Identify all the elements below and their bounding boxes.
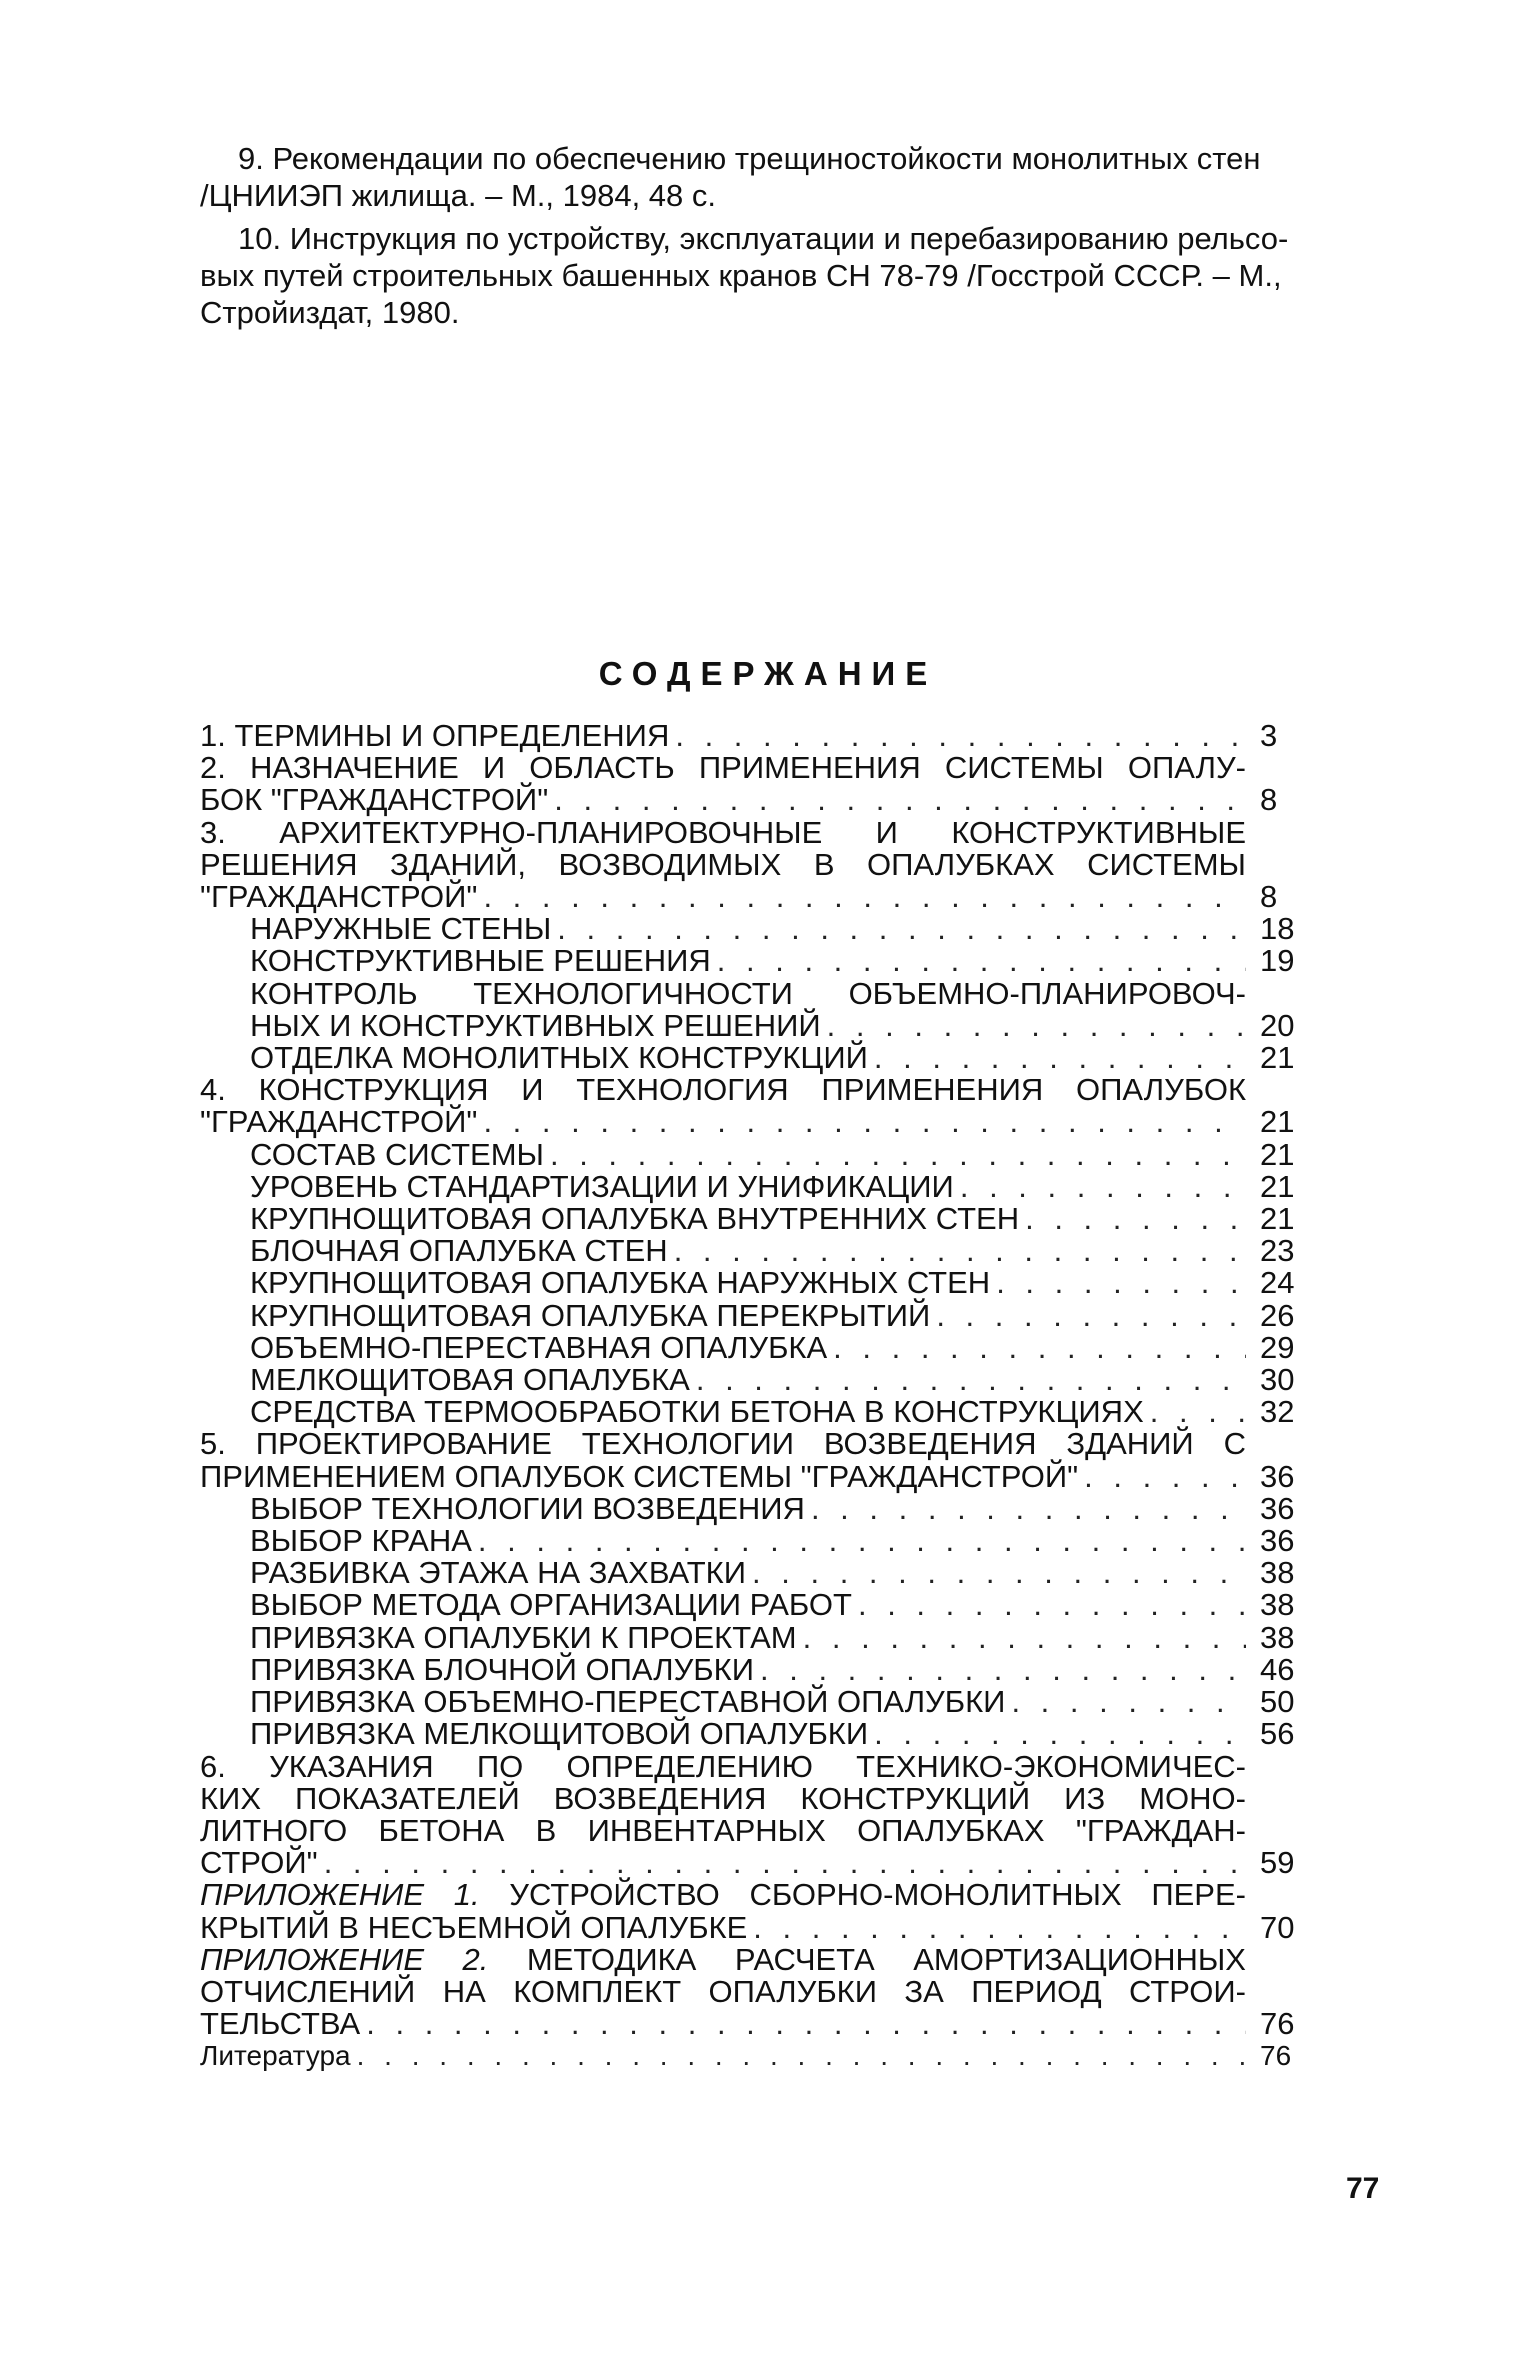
toc-entry[interactable] (200, 913, 1336, 945)
toc-leader-dots (477, 1106, 1246, 1138)
toc-entry-text (200, 1428, 1246, 1492)
toc-entry-text (200, 1718, 1246, 1750)
toc-page-number: 3 (1260, 718, 1278, 753)
toc-page-number: 36 (1260, 1523, 1295, 1559)
toc-entry-line: ВЫБОР КРАНА (250, 1523, 472, 1559)
reference-line: Стройиздат, 1980. (200, 295, 460, 330)
toc-entry-text (200, 1203, 1246, 1235)
toc-entry-line: ВЫБОР МЕТОДА ОРГАНИЗАЦИИ РАБОТ (250, 1587, 852, 1623)
reference-line: /ЦНИИЭП жилища. – М., 1984, 48 с. (200, 178, 717, 213)
toc-entry-text (200, 1525, 1246, 1557)
toc-page-number: 56 (1260, 1716, 1295, 1752)
toc-entry[interactable] (200, 1941, 1336, 2042)
toc-entry-text (200, 1364, 1246, 1396)
toc-entry-line: КИХ ПОКАЗАТЕЛЕЙ ВОЗВЕДЕНИЯ КОНСТРУКЦИЙ ИЗ МОНО- (200, 1780, 1246, 1816)
toc-entry[interactable] (200, 1748, 1336, 1881)
toc-last-line (250, 1267, 1246, 1299)
toc-line (250, 975, 1246, 1011)
toc-leader-dots (990, 1267, 1246, 1299)
toc-entry-line: МЕЛКОЩИТОВАЯ ОПАЛУБКА (250, 1362, 690, 1398)
toc-entry-line: "ГРАЖДАНСТРОЙ" (200, 1104, 478, 1140)
toc-entry-text (200, 1297, 1246, 1333)
toc-entry-line: ПРИВЯЗКА ОБЪЕМНО-ПЕРЕСТАВНОЙ ОПАЛУБКИ (250, 1684, 1006, 1720)
toc-title: СОДЕРЖАНИЕ (598, 655, 938, 692)
toc-entry-text (200, 975, 1246, 1043)
toc-page-number: 38 (1260, 1619, 1295, 1655)
toc-page-number: 38 (1260, 1555, 1295, 1591)
toc-leader-dots (472, 1525, 1246, 1557)
toc-leader-dots (754, 1654, 1246, 1686)
toc-line (200, 1428, 1246, 1460)
toc-entry-line: ОТДЕЛКА МОНОЛИТНЫХ КОНСТРУКЦИЙ (250, 1040, 868, 1076)
toc-entry-line: 4. КОНСТРУКЦИЯ И ТЕХНОЛОГИЯ ПРИМЕНЕНИЯ ОПАЛУБОК (200, 1072, 1246, 1108)
toc-entry[interactable] (200, 1589, 1336, 1621)
toc-entry-line: 5. ПРОЕКТИРОВАНИЕ ТЕХНОЛОГИИ ВОЗВЕДЕНИЯ ЗДАНИЙ С (200, 1426, 1246, 1462)
toc-leader-dots (668, 1235, 1246, 1267)
toc-line (200, 1941, 1246, 1977)
toc-entry-text (200, 1879, 1246, 1943)
toc-leader-dots (868, 1718, 1246, 1750)
toc-leader-dots (669, 720, 1246, 752)
toc-last-line (200, 2008, 1246, 2040)
toc-entry-line: 1. ТЕРМИНЫ И ОПРЕДЕЛЕНИЯ (200, 718, 670, 753)
toc-entry-line: 6. УКАЗАНИЯ ПО ОПРЕДЕЛЕНИЮ ТЕХНИКО-ЭКОНОМИЧЕС- (200, 1748, 1246, 1784)
toc-leader-dots (746, 1557, 1246, 1589)
toc-entry-text (200, 1557, 1246, 1589)
toc-entry-line: КРУПНОЩИТОВАЯ ОПАЛУБКА ВНУТРЕННИХ СТЕН (250, 1201, 1020, 1237)
table-of-contents (200, 720, 1336, 2073)
page-number: 77 (1346, 2172, 1380, 2205)
toc-leader-dots (360, 2008, 1246, 2040)
toc-last-line (250, 1589, 1246, 1621)
toc-leader-dots (551, 913, 1246, 945)
toc-entry-line: ПРИВЯЗКА ОПАЛУБКИ К ПРОЕКТАМ (250, 1619, 797, 1655)
toc-entry-text (200, 1042, 1246, 1074)
toc-last-line (250, 1718, 1246, 1750)
toc-entry-line: ВЫБОР ТЕХНОЛОГИИ ВОЗВЕДЕНИЯ (250, 1490, 805, 1526)
toc-page-number: 30 (1260, 1362, 1295, 1398)
toc-page-number: 21 (1260, 1201, 1295, 1237)
toc-entry-text (200, 1490, 1246, 1526)
toc-entry-line: ОТЧИСЛЕНИЙ НА КОМПЛЕКТ ОПАЛУБКИ ЗА ПЕРИОД СТРОИ- (200, 1973, 1246, 2009)
toc-entry-line: КОНСТРУКТИВНЫЕ РЕШЕНИЯ (250, 943, 711, 979)
toc-entry-text (200, 1074, 1246, 1138)
toc-last-line (250, 1329, 1246, 1365)
toc-leader-dots (544, 1139, 1246, 1171)
toc-last-line (250, 913, 1246, 945)
toc-line (200, 1780, 1246, 1816)
toc-entry-text (200, 945, 1246, 977)
toc-leader-dots (351, 2040, 1246, 2072)
toc-entry-line: НАРУЖНЫЕ СТЕНЫ (250, 911, 552, 947)
toc-entry-text (200, 752, 1246, 816)
toc-last-line (250, 1619, 1246, 1655)
reference-line: вых путей строительных башенных кранов СН 78-79 /Госстрой СССР. – М., (200, 258, 1282, 293)
toc-entry-line: 2. НАЗНАЧЕНИЕ И ОБЛАСТЬ ПРИМЕНЕНИЯ СИСТЕМЫ ОПАЛУ- (200, 750, 1246, 786)
toc-entry-line: УСТРОЙСТВО СБОРНО-МОНОЛИТНЫХ ПЕРЕ- (479, 1877, 1246, 1913)
toc-page-number: 76 (1260, 2040, 1292, 2072)
toc-entry-text (200, 1589, 1246, 1621)
toc-entry-text (200, 913, 1246, 945)
toc-entry[interactable] (200, 975, 1336, 1043)
toc-leader-dots (954, 1171, 1246, 1203)
toc-entry-line: УРОВЕНЬ СТАНДАРТИЗАЦИИ И УНИФИКАЦИИ (250, 1168, 954, 1204)
toc-entry-text (200, 1619, 1246, 1655)
toc-entry[interactable] (200, 1168, 1336, 1204)
toc-entry-line: НЫХ И КОНСТРУКТИВНЫХ РЕШЕНИЙ (250, 1007, 821, 1043)
toc-last-line (250, 1203, 1246, 1235)
toc-entry-line: КРЫТИЙ В НЕСЪЕМНОЙ ОПАЛУБКЕ (200, 1909, 748, 1945)
toc-last-line (250, 1525, 1246, 1557)
toc-entry-text (200, 720, 1246, 752)
toc-last-line (250, 945, 1246, 977)
toc-line (200, 846, 1246, 882)
toc-line (200, 752, 1246, 784)
toc-page-number: 20 (1260, 1007, 1295, 1043)
toc-entry-line: ПРИВЯЗКА МЕЛКОЩИТОВОЙ ОПАЛУБКИ (250, 1716, 869, 1752)
toc-page-number: 32 (1260, 1394, 1295, 1430)
toc-entry-text (200, 2040, 1246, 2072)
toc-page-number: 29 (1260, 1329, 1295, 1365)
toc-entry[interactable] (200, 1364, 1336, 1396)
toc-entry-line: ПРИМЕНЕНИЕМ ОПАЛУБОК СИСТЕМЫ "ГРАЖДАНСТРОЙ" (200, 1458, 1079, 1494)
references (200, 140, 1390, 337)
toc-entry[interactable] (200, 1396, 1336, 1428)
toc-entry[interactable] (200, 1267, 1336, 1299)
toc-page-number: 8 (1260, 879, 1278, 915)
toc-entry-line: МЕТОДИКА РАСЧЕТА АМОРТИЗАЦИОННЫХ (488, 1941, 1246, 1977)
toc-entry[interactable] (200, 1525, 1336, 1557)
toc-last-line (250, 1490, 1246, 1526)
toc-line (200, 1879, 1246, 1911)
toc-last-line (200, 720, 1246, 752)
toc-leader-dots (1005, 1686, 1246, 1718)
toc-last-line (200, 1909, 1246, 1945)
toc-leader-dots (930, 1300, 1246, 1332)
toc-last-line (200, 1106, 1246, 1138)
toc-leader-dots (1019, 1203, 1246, 1235)
toc-page-number: 21 (1260, 1168, 1295, 1204)
toc-entry[interactable] (200, 1297, 1336, 1333)
toc-page-number: 24 (1260, 1265, 1295, 1301)
toc-leader-dots (797, 1622, 1246, 1654)
toc-entry-line: ПРИВЯЗКА БЛОЧНОЙ ОПАЛУБКИ (250, 1651, 754, 1687)
toc-entry-text (200, 1686, 1246, 1718)
toc-line (200, 1973, 1246, 2009)
toc-page-number: 21 (1260, 1136, 1295, 1172)
toc-leader-dots (821, 1010, 1246, 1042)
toc-last-line (250, 1557, 1246, 1589)
toc-page-number: 70 (1260, 1909, 1295, 1945)
toc-entry-text (200, 1267, 1246, 1299)
toc-page-number: 36 (1260, 1490, 1295, 1526)
toc-entry-text (200, 1941, 1246, 2042)
toc-entry-line: БОК "ГРАЖДАНСТРОЙ" (200, 782, 549, 818)
toc-entry-line: "ГРАЖДАНСТРОЙ" (200, 879, 478, 915)
toc-leader-dots (477, 881, 1246, 913)
toc-entry[interactable] (200, 1428, 1336, 1492)
toc-last-line (250, 1042, 1246, 1074)
toc-last-line (200, 1458, 1246, 1494)
toc-leader-dots (318, 1847, 1246, 1879)
toc-leader-dots (1078, 1461, 1246, 1493)
toc-entry[interactable] (200, 1651, 1336, 1687)
reference-item (200, 220, 1390, 331)
toc-page-number: 26 (1260, 1297, 1295, 1333)
toc-line (200, 1748, 1246, 1784)
toc-last-line (200, 784, 1246, 816)
toc-last-line (200, 881, 1246, 913)
toc-entry[interactable] (200, 1619, 1336, 1655)
toc-page-number: 8 (1260, 782, 1278, 818)
toc-page-number: 19 (1260, 943, 1295, 979)
toc-leader-dots (690, 1364, 1246, 1396)
toc-last-line (250, 1396, 1246, 1428)
reference-item (200, 140, 1390, 214)
toc-entry[interactable] (200, 752, 1336, 816)
toc-entry-line: ЛИТНОГО БЕТОНА В ИНВЕНТАРНЫХ ОПАЛУБКАХ "ГРАЖДАН- (200, 1812, 1246, 1848)
toc-entry-line: СРЕДСТВА ТЕРМООБРАБОТКИ БЕТОНА В КОНСТРУКЦИЯХ (250, 1394, 1144, 1430)
toc-page-number: 38 (1260, 1587, 1295, 1623)
toc-entry-line: РЕШЕНИЯ ЗДАНИЙ, ВОЗВОДИМЫХ В ОПАЛУБКАХ СИСТЕМЫ (200, 846, 1246, 882)
toc-page-number: 36 (1260, 1458, 1295, 1494)
toc-entry[interactable] (200, 1235, 1336, 1267)
toc-leader-dots (852, 1589, 1246, 1621)
toc-page-number: 21 (1260, 1040, 1295, 1076)
toc-entry-line: СОСТАВ СИСТЕМЫ (250, 1136, 544, 1172)
toc-entry-line: КОНТРОЛЬ ТЕХНОЛОГИЧНОСТИ ОБЪЕМНО-ПЛАНИРОВОЧ- (250, 975, 1246, 1011)
toc-line (200, 1812, 1246, 1848)
toc-entry[interactable] (200, 2040, 1336, 2072)
toc-leader-dots (1144, 1396, 1246, 1428)
toc-leader-dots (747, 1912, 1246, 1944)
toc-entry[interactable] (200, 1074, 1336, 1138)
toc-leader-dots (548, 784, 1246, 816)
reference-line: 9. Рекомендации по обеспечению трещиностойкости монолитных стен (238, 141, 1261, 176)
toc-page-number: 50 (1260, 1684, 1295, 1720)
toc-last-line (200, 1847, 1246, 1879)
toc-entry-text (200, 1748, 1246, 1881)
toc-entry-line: 3. АРХИТЕКТУРНО-ПЛАНИРОВОЧНЫЕ И КОНСТРУКТИВНЫЕ (200, 814, 1246, 850)
toc-entry[interactable] (200, 1879, 1336, 1943)
toc-entry[interactable] (200, 945, 1336, 977)
reference-line: 10. Инструкция по устройству, эксплуатации и перебазированию рельсо- (238, 221, 1289, 256)
toc-entry[interactable] (200, 1686, 1336, 1718)
toc-entry-line: ОБЪЕМНО-ПЕРЕСТАВНАЯ ОПАЛУБКА (250, 1329, 828, 1365)
toc-entry-line: ТЕЛЬСТВА (200, 2006, 361, 2042)
toc-entry[interactable] (200, 1490, 1336, 1526)
toc-entry-line: СТРОЙ" (200, 1845, 318, 1881)
toc-leader-dots (868, 1042, 1246, 1074)
toc-page-number: 18 (1260, 911, 1295, 947)
toc-entry-text (200, 1396, 1246, 1428)
toc-page-number: 21 (1260, 1104, 1295, 1140)
toc-entry-text (200, 1651, 1246, 1687)
toc-last-line (250, 1235, 1246, 1267)
toc-leader-dots (827, 1332, 1246, 1364)
toc-entry[interactable] (200, 1203, 1336, 1235)
toc-last-line (250, 1686, 1246, 1718)
toc-last-line (250, 1168, 1246, 1204)
toc-appendix-label: ПРИЛОЖЕНИЕ 2. (200, 1941, 489, 1977)
toc-entry[interactable] (200, 1042, 1336, 1074)
toc-page-number: 59 (1260, 1845, 1295, 1881)
toc-last-line (250, 1297, 1246, 1333)
toc-entry[interactable] (200, 720, 1336, 752)
toc-leader-dots (711, 945, 1246, 977)
toc-entry-text (200, 1235, 1246, 1267)
toc-line (200, 1074, 1246, 1106)
toc-entry[interactable] (200, 1557, 1336, 1589)
toc-entry-text (200, 1168, 1246, 1204)
toc-entry[interactable] (200, 1136, 1336, 1172)
toc-entry-line: БЛОЧНАЯ ОПАЛУБКА СТЕН (250, 1233, 668, 1269)
toc-entry-text (200, 814, 1246, 915)
toc-appendix-label: ПРИЛОЖЕНИЕ 1. (200, 1877, 480, 1913)
toc-entry[interactable] (200, 814, 1336, 915)
toc-entry[interactable] (200, 1329, 1336, 1365)
toc-last-line (250, 1364, 1246, 1396)
toc-page-number: 23 (1260, 1233, 1295, 1269)
toc-page-number: 76 (1260, 2006, 1295, 2042)
toc-page-number: 46 (1260, 1651, 1295, 1687)
toc-entry-line: РАЗБИВКА ЭТАЖА НА ЗАХВАТКИ (250, 1555, 747, 1591)
toc-entry-line: КРУПНОЩИТОВАЯ ОПАЛУБКА НАРУЖНЫХ СТЕН (250, 1265, 991, 1301)
toc-entry-line: Литература (200, 2040, 351, 2072)
toc-last-line (250, 1136, 1246, 1172)
toc-entry-text (200, 1329, 1246, 1365)
toc-leader-dots (805, 1493, 1246, 1525)
toc-line (200, 814, 1246, 850)
toc-entry-text (200, 1136, 1246, 1172)
toc-last-line (250, 1007, 1246, 1043)
toc-last-line (250, 1651, 1246, 1687)
toc-last-line (200, 2040, 1246, 2072)
toc-entry[interactable] (200, 1718, 1336, 1750)
toc-entry-line: КРУПНОЩИТОВАЯ ОПАЛУБКА ПЕРЕКРЫТИЙ (250, 1297, 931, 1333)
